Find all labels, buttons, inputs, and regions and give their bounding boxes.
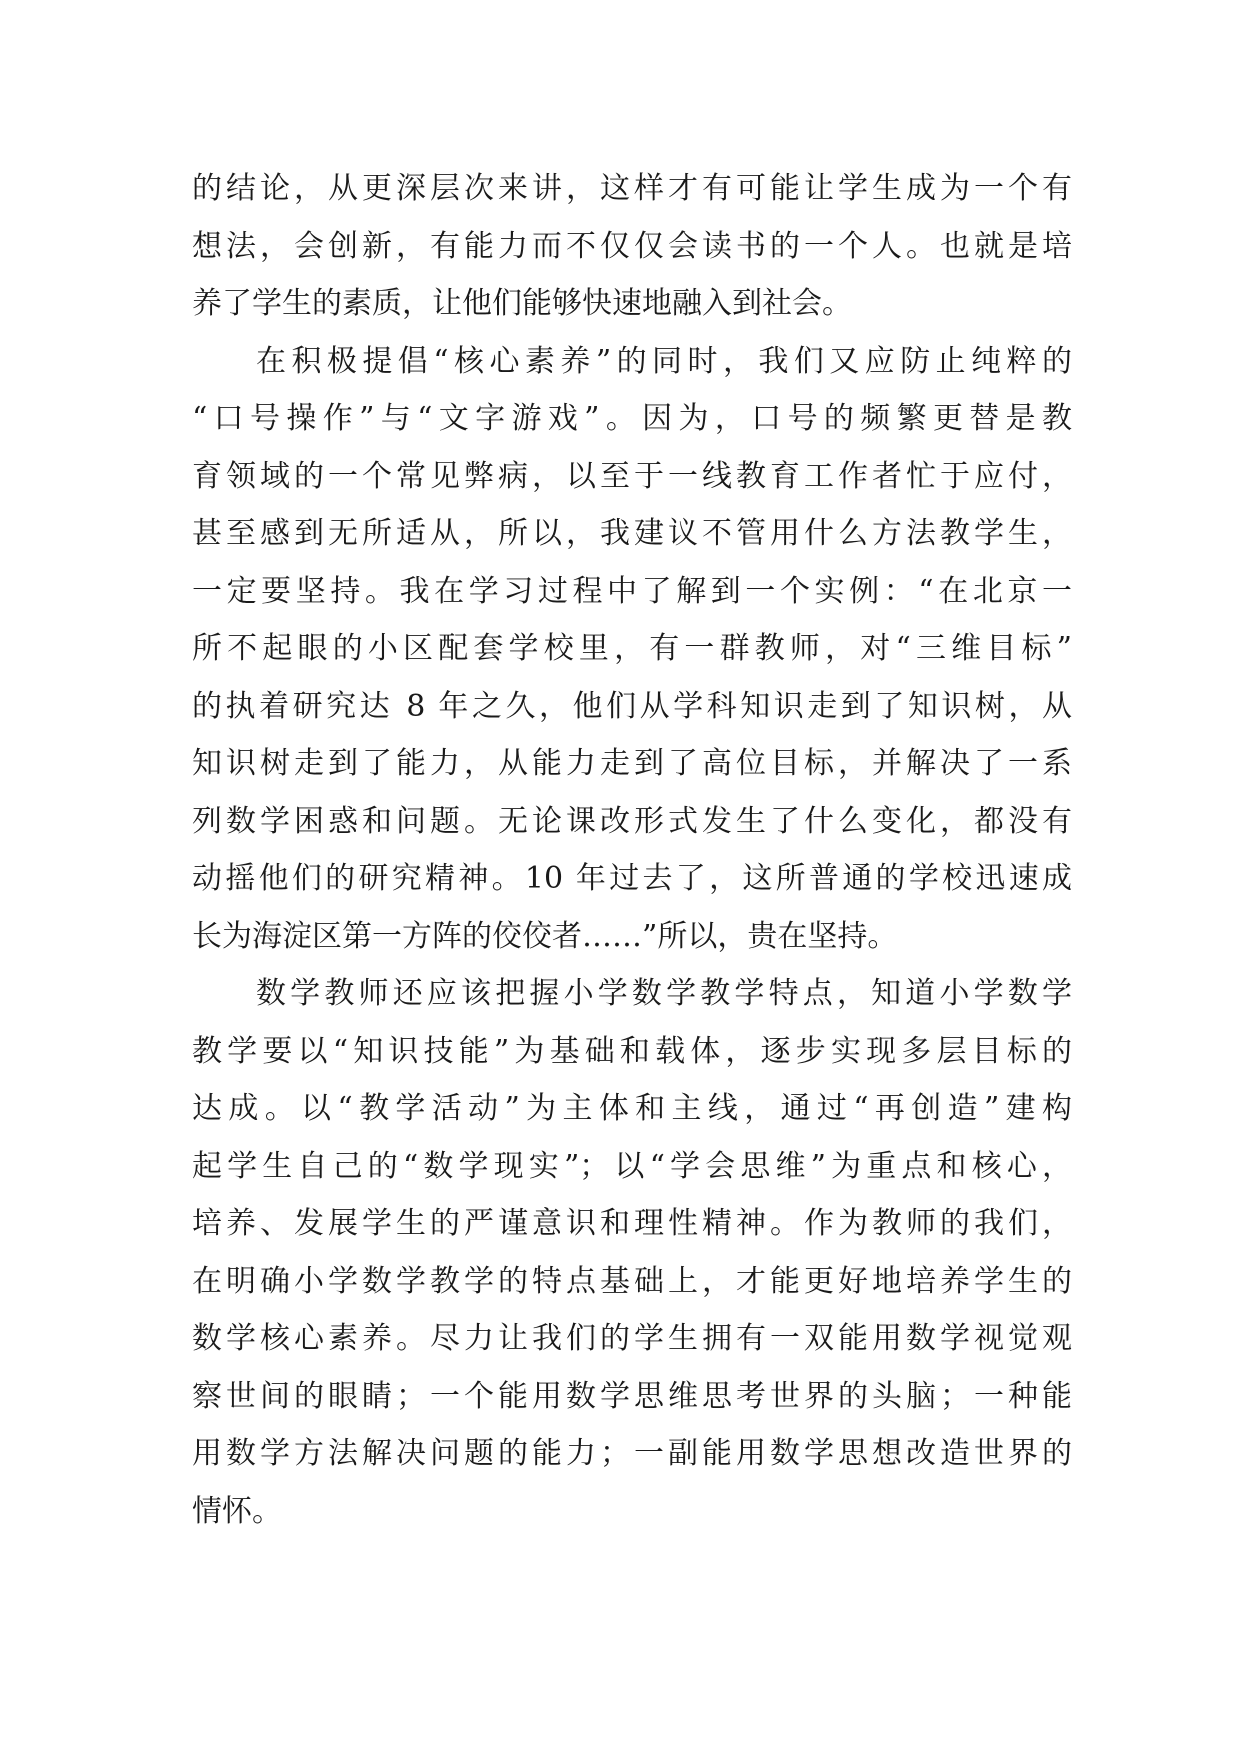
paragraph-2-line-6: 所不起眼的小区配套学校里，有一群教师，对“三维目标”	[192, 631, 1072, 666]
paragraph-2-line-4: 甚至感到无所适从，所以，我建议不管用什么方法教学生，	[192, 516, 1072, 551]
paragraph-2-line-2: “口号操作”与“文字游戏”。因为，口号的频繁更替是教	[192, 401, 1072, 436]
paragraph-3-line-6: 在明确小学数学教学的特点基础上，才能更好地培养学生的	[192, 1263, 1072, 1299]
paragraph-3-line-8: 察世间的眼睛；一个能用数学思维思考世界的头脑；一种能	[192, 1378, 1072, 1414]
paragraph-1-line-2: 想法，会创新，有能力而不仅仅会读书的一个人。也就是培	[192, 228, 1072, 264]
paragraph-3-line-3: 达成。以“教学活动”为主体和主线，通过“再创造”建构	[192, 1091, 1072, 1126]
paragraph-2-line-9: 列数学困惑和问题。无论课改形式发生了什么变化，都没有	[192, 803, 1072, 839]
paragraph-2-line-7: 的执着研究达 8 年之久，他们从学科知识走到了知识树，从	[192, 688, 1072, 724]
paragraph-2-line-5: 一定要坚持。我在学习过程中了解到一个实例：“在北京一	[192, 573, 1072, 609]
paragraph-2-line-3: 育领域的一个常见弊病，以至于一线教育工作者忙于应付，	[192, 458, 1072, 494]
paragraph-3-line-1: 数学教师还应该把握小学数学教学特点，知道小学数学	[256, 976, 1072, 1011]
paragraph-3-line-2: 教学要以“知识技能”为基础和载体，逐步实现多层目标的	[192, 1033, 1072, 1069]
paragraph-3-line-9: 用数学方法解决问题的能力；一副能用数学思想改造世界的	[192, 1436, 1072, 1471]
paragraph-3-line-5: 培养、发展学生的严谨意识和理性精神。作为教师的我们，	[192, 1206, 1072, 1241]
paragraph-2-line-11: 长为海淀区第一方阵的佼佼者……”所以，贵在坚持。	[192, 918, 898, 954]
paragraph-3-line-10: 情怀。	[192, 1493, 282, 1529]
paragraph-1-line-1: 的结论，从更深层次来讲，这样才有可能让学生成为一个有	[192, 171, 1072, 206]
paragraph-2-line-1: 在积极提倡“核心素养”的同时，我们又应防止纯粹的	[256, 343, 1072, 379]
paragraph-2-line-10: 动摇他们的研究精神。10 年过去了，这所普通的学校迅速成	[192, 861, 1072, 896]
paragraph-2-line-8: 知识树走到了能力，从能力走到了高位目标，并解决了一系	[192, 746, 1072, 781]
paragraph-3-line-4: 起学生自己的“数学现实”；以“学会思维”为重点和核心，	[192, 1148, 1072, 1184]
paragraph-3-line-7: 数学核心素养。尽力让我们的学生拥有一双能用数学视觉观	[192, 1321, 1072, 1356]
body-text	[192, 160, 1072, 1540]
paragraph-1-line-3: 养了学生的素质，让他们能够快速地融入到社会。	[192, 286, 852, 321]
